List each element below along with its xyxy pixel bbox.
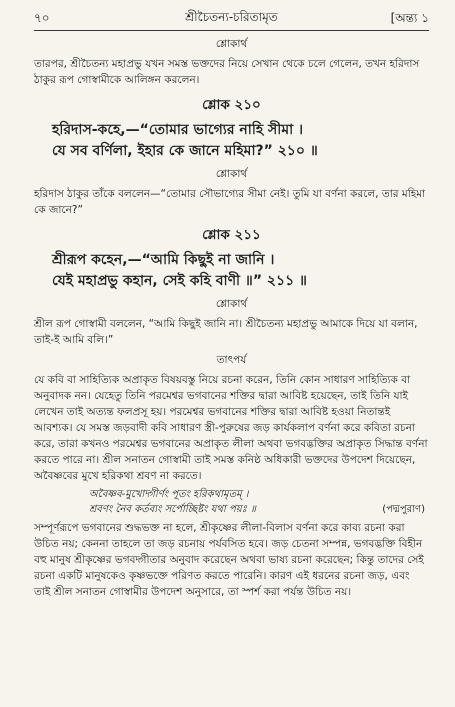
header-rule xyxy=(34,30,429,31)
verse-211-line-2: যেই মহাপ্রভু কহান, সেই কহি বাণী ॥” ২১১ ॥ xyxy=(52,273,307,289)
translation-heading-3: শ্লোকার্থ xyxy=(215,298,248,310)
quote-line-1: অবৈষ্ণব-মুখোদ্গীর্ণং পূতং হরিকথামৃতম্ । xyxy=(89,489,249,500)
translation-text-2: হরিদাস ঠাকুর তাঁকে বললেন—“তোমার সৌভাগ্যের সীমা নেই। তুমি যা বর্ণনা করলে, তার মহিমা কে জানে?” xyxy=(34,188,426,216)
translation-heading-1: শ্লোকার্থ xyxy=(215,38,248,50)
translation-text-3: শ্রীল রূপ গোস্বামী বললেন, “আমি কিছুই জানি না। শ্রীচৈতন্য মহাপ্রভু আমাকে দিয়ে যা বলান, তাই-ই আমি বলি।” xyxy=(34,318,418,346)
running-title: শ্রীচৈতন্য-চরিতামৃত xyxy=(185,10,278,24)
quote-line-2 xyxy=(34,502,429,517)
translation-heading-2: শ্লোকার্থ xyxy=(215,168,248,180)
verse-211-line-1: শ্রীরূপ কহেন,—“আমি কিছুই না জানি । xyxy=(52,252,275,268)
scripture-quote xyxy=(34,487,429,517)
purport-heading: তাৎপর্য xyxy=(216,354,247,366)
quote-line-2-text: শ্রবণং নৈব কর্তব্যং সর্পোচ্ছিষ্টং যথা পয়ঃ ॥ xyxy=(89,504,256,515)
chapter-marker: [অন্ত্য ১ xyxy=(390,11,429,25)
verse-210-line-1: হরিদাস-কহে,—“তোমার ভাগ্যের নাহি সীমা । xyxy=(52,122,304,138)
verse-number-210: শ্লোক ২১০ xyxy=(202,97,261,113)
verse-210-line-2: যে সব বর্ণিলা, ইহার কে জানে মহিমা?” ২১০ ॥ xyxy=(52,143,318,159)
verse-number-211: শ্লোক ২১১ xyxy=(202,227,261,243)
page-number: ৭০ xyxy=(34,11,50,25)
purport-paragraph-2: সম্পূর্ণরূপে ভগবানের শুদ্ধভক্ত না হলে, শ্রীকৃষ্ণের লীলা-বিলাস বর্ণনা করে কাব্য রচনা করা উচিত নয়; কেননা তাহলে তা জড় রচনায় পর্যবসিত হবে। জড় চেতনা সম্পন্ন, ভগবদ্ভক্তি বিহীন বহু মানুষ শ্রীকৃষ্ণের ভগবদ্গীতার অনুবাদ করেছেন অথবা ভাষ্য রচনা করেছেন; কিন্তু তাদের সেই রচনা একটি মানুষকেও কৃষ্ণভক্তে পরিণত করতে পারেনি। কারণ এই ধরনের রচনা জড়, এবং তাই শ্রীল সনাতন গোস্বামীর উপদেশ অনুসারে, তা স্পর্শ করা পর্যন্ত উচিত নয়। xyxy=(34,522,424,598)
translation-text-1: তারপর, শ্রীচৈতন্য মহাপ্রভু যখন সমস্ত ভক্তদের নিয়ে সেখান থেকে চলে গেলেন, তখন হরিদাস ঠাকুর রূপ গোস্বামীকে আলিঙ্গন করলেন। xyxy=(34,58,420,86)
page-header xyxy=(34,0,429,30)
quote-source: (পদ্মপুরাণ) xyxy=(382,504,425,515)
purport-paragraph-1: যে কবি বা সাহিত্যিক অপ্রাকৃত বিষয়বস্তু নিয়ে রচনা করেন, তিনি কোন সাধারণ সাহিত্যিক বা অনুবাদক নন। যেহেতু তিনি পরমেশ্বর ভগবানের শক্তির দ্বারা আবিষ্ট হয়েছেন, তাই তিনি যাই লেখেন তাই অত্যন্ত ফলপ্রসূ হয়। পরমেশ্বর ভগবানের শক্তির দ্বারা আবিষ্ট হওয়া নিতান্তই আবশ্যক। যে সমস্ত জড়বাদী কবি সাধারণ স্ত্রী-পুরুষের জড় কার্যকলাপ বর্ণনা করে কবিতা রচনা করে, তারা কখনও পরমেশ্বর ভগবানের অপ্রাকৃত লীলা অথবা ভগবদ্ভক্তির অপ্রাকৃত সিদ্ধান্ত বর্ণনা করতে পারে না। শ্রীল সনাতন গোস্বামী তাই সমস্ত কনিষ্ঠ অধিকারী ভক্তদের উপদেশ দিয়েছেন, অবৈষ্ণবের মুখে হরিকথা শ্রবণ না করতে। xyxy=(34,374,428,482)
